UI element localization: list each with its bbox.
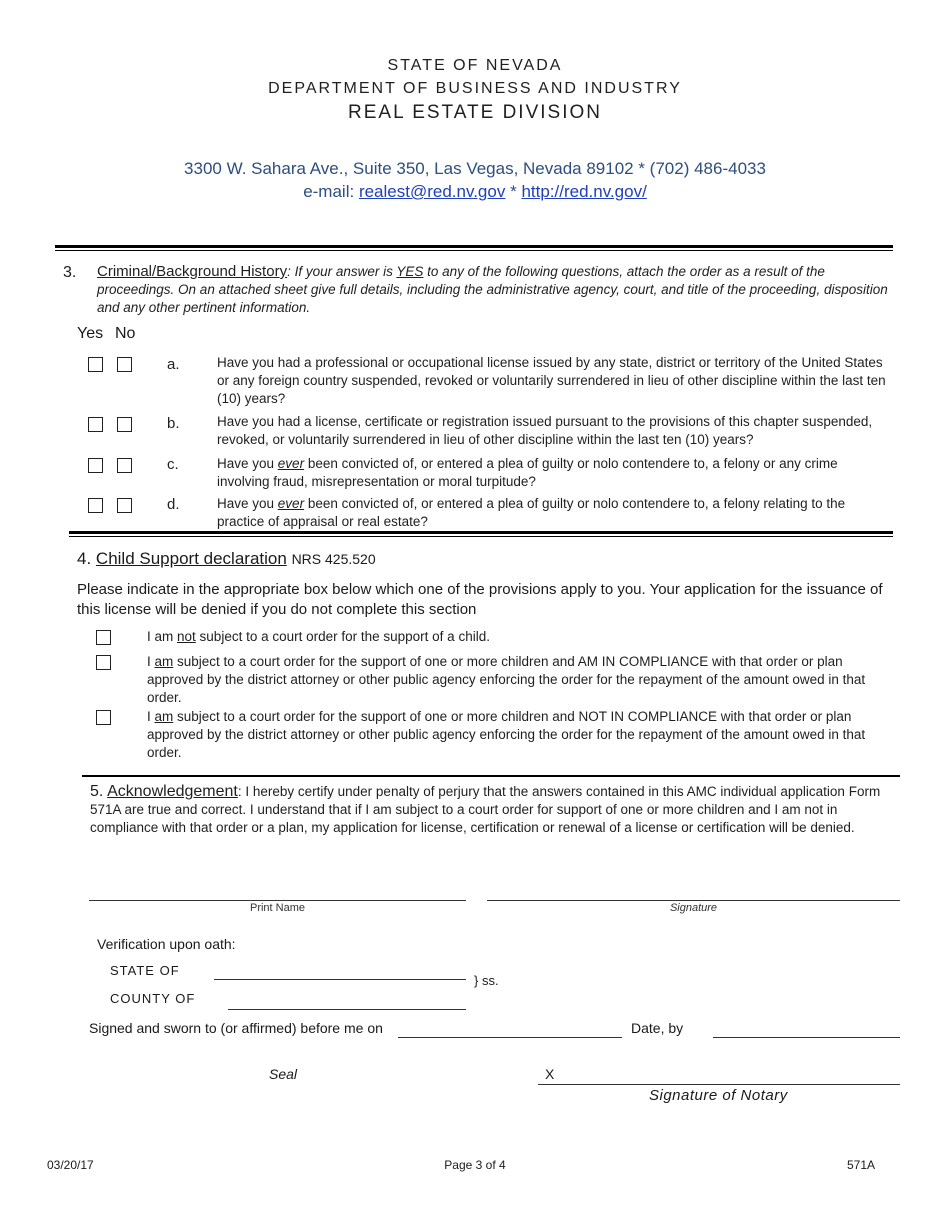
- section5-text: 5. Acknowledgement: I hereby certify under penalty of perjury that the answers contained in this AMC individual application Form 571A are true and correct. I understand that if I am subject to a court order for support of one or more children and I am not in compliance with that order or a plan, my application for license, certification or renewal of a license or certification will be denied.: [90, 783, 881, 835]
- section-divider-top-thin: [55, 250, 893, 251]
- sworn-date-line[interactable]: [398, 1037, 622, 1038]
- notary-signature-label: Signature of Notary: [649, 1087, 788, 1104]
- child-support-option-3-text: I am subject to a court order for the support of one or more children and NOT IN COMPLIANCE with that order or plan approved by the district attorney or other public agency enforcing the order for the repayment of the amount owed in that order.: [147, 709, 866, 760]
- child-support-option-3-checkbox[interactable]: [96, 710, 111, 725]
- footer-date: 03/20/17: [47, 1158, 94, 1172]
- state-of-label: STATE OF: [110, 963, 180, 978]
- question-d-yes-checkbox[interactable]: [88, 498, 103, 513]
- website-link[interactable]: http://red.nv.gov/: [521, 182, 647, 201]
- print-name-label: Print Name: [249, 902, 306, 914]
- section4-number: 4.: [77, 549, 92, 568]
- question-d-no-checkbox[interactable]: [117, 498, 132, 513]
- no-column-label: No: [115, 325, 136, 342]
- verification-label: Verification upon oath:: [97, 936, 236, 952]
- question-c-no-checkbox[interactable]: [117, 458, 132, 473]
- header-department: DEPARTMENT OF BUSINESS AND INDUSTRY: [268, 80, 682, 97]
- question-b-text: Have you had a license, certificate or registration issued pursuant to the provisions of this chapter suspended, revoked, or voluntarily surrendered in lieu of other discipline within the last ten (10) years?: [217, 414, 873, 447]
- section3-title: Criminal/Background History: [97, 263, 288, 280]
- question-c-text: Have you ever been convicted of, or entered a plea of guilty or nolo contendere to, a felony or any crime involving fraud, misrepresentation or moral turpitude?: [217, 456, 838, 489]
- email-label: e-mail:: [303, 182, 355, 201]
- email-link[interactable]: realest@red.nv.gov: [358, 182, 506, 201]
- header-division: REAL ESTATE DIVISION: [348, 102, 602, 123]
- signature-label: Signature: [669, 902, 718, 914]
- section-divider-middle-thin: [69, 536, 893, 537]
- print-name-line[interactable]: [89, 900, 466, 901]
- section4-instructions: Please indicate in the appropriate box below which one of the provisions apply to you. Your application for the issuance of this license will be denied if you do not complete this section: [77, 581, 883, 618]
- section5-title: Acknowledgement: [107, 783, 238, 800]
- seal-label: Seal: [269, 1066, 298, 1082]
- question-d-letter: d.: [167, 496, 180, 513]
- footer-page: Page 3 of 4: [444, 1158, 506, 1172]
- section3-number: 3.: [63, 264, 77, 281]
- notary-x-mark: X: [545, 1066, 555, 1082]
- section4-heading: [77, 549, 376, 569]
- question-a-text: Have you had a professional or occupational license issued by any state, district or territory of the United States or any foreign country suspended, revoked or voluntarily surrendered in lieu of other discipline within the last ten (10) years?: [217, 355, 886, 406]
- date-by-line[interactable]: [713, 1037, 900, 1038]
- question-c-yes-checkbox[interactable]: [88, 458, 103, 473]
- header-address: 3300 W. Sahara Ave., Suite 350, Las Vegas, Nevada 89102 * (702) 486-4033: [184, 159, 766, 178]
- child-support-option-2-text: I am subject to a court order for the support of one or more children and AM IN COMPLIANCE with that order or plan approved by the district attorney or other public agency enforcing the order for the repayment of the amount owed in that order.: [147, 654, 866, 705]
- section5-number: 5.: [90, 783, 104, 800]
- section-divider-acknowledgement: [82, 775, 900, 777]
- section3-intro: Criminal/Background History: If your answer is YES to any of the following questions, attach the order as a result of the proceedings. On an attached sheet give full details, including the administrative agency, court, and title of the proceeding, disposition and any other pertinent information.: [97, 263, 888, 315]
- child-support-option-1-text: I am not subject to a court order for the support of a child.: [147, 629, 490, 644]
- sworn-label: Signed and sworn to (or affirmed) before me on: [89, 1020, 383, 1036]
- question-a-yes-checkbox[interactable]: [88, 357, 103, 372]
- question-c-letter: c.: [167, 456, 179, 473]
- question-a-letter: a.: [167, 356, 180, 373]
- section-divider-middle: [69, 531, 893, 534]
- question-b-yes-checkbox[interactable]: [88, 417, 103, 432]
- section-divider-top: [55, 245, 893, 248]
- question-b-letter: b.: [167, 415, 180, 432]
- child-support-option-2-checkbox[interactable]: [96, 655, 111, 670]
- section4-title: Child Support declaration: [95, 549, 287, 568]
- contact-separator: *: [510, 182, 517, 201]
- child-support-option-1-checkbox[interactable]: [96, 630, 111, 645]
- county-of-line[interactable]: [228, 1009, 466, 1010]
- header-contact: [0, 182, 950, 202]
- signature-line[interactable]: [487, 900, 900, 901]
- state-of-line[interactable]: [214, 979, 466, 980]
- question-d-text: Have you ever been convicted of, or entered a plea of guilty or nolo contendere to, a felony relating to the practice of appraisal or real estate?: [217, 496, 846, 529]
- section4-statute: NRS 425.520: [291, 551, 376, 567]
- yes-column-label: Yes: [77, 325, 104, 342]
- date-by-label: Date, by: [631, 1020, 684, 1036]
- notary-signature-line[interactable]: [538, 1084, 900, 1085]
- county-of-label: COUNTY OF: [110, 991, 196, 1006]
- footer-form: 571A: [847, 1158, 876, 1172]
- question-b-no-checkbox[interactable]: [117, 417, 132, 432]
- question-a-no-checkbox[interactable]: [117, 357, 132, 372]
- header-state: STATE OF NEVADA: [387, 57, 563, 74]
- ss-label: } ss.: [474, 973, 499, 988]
